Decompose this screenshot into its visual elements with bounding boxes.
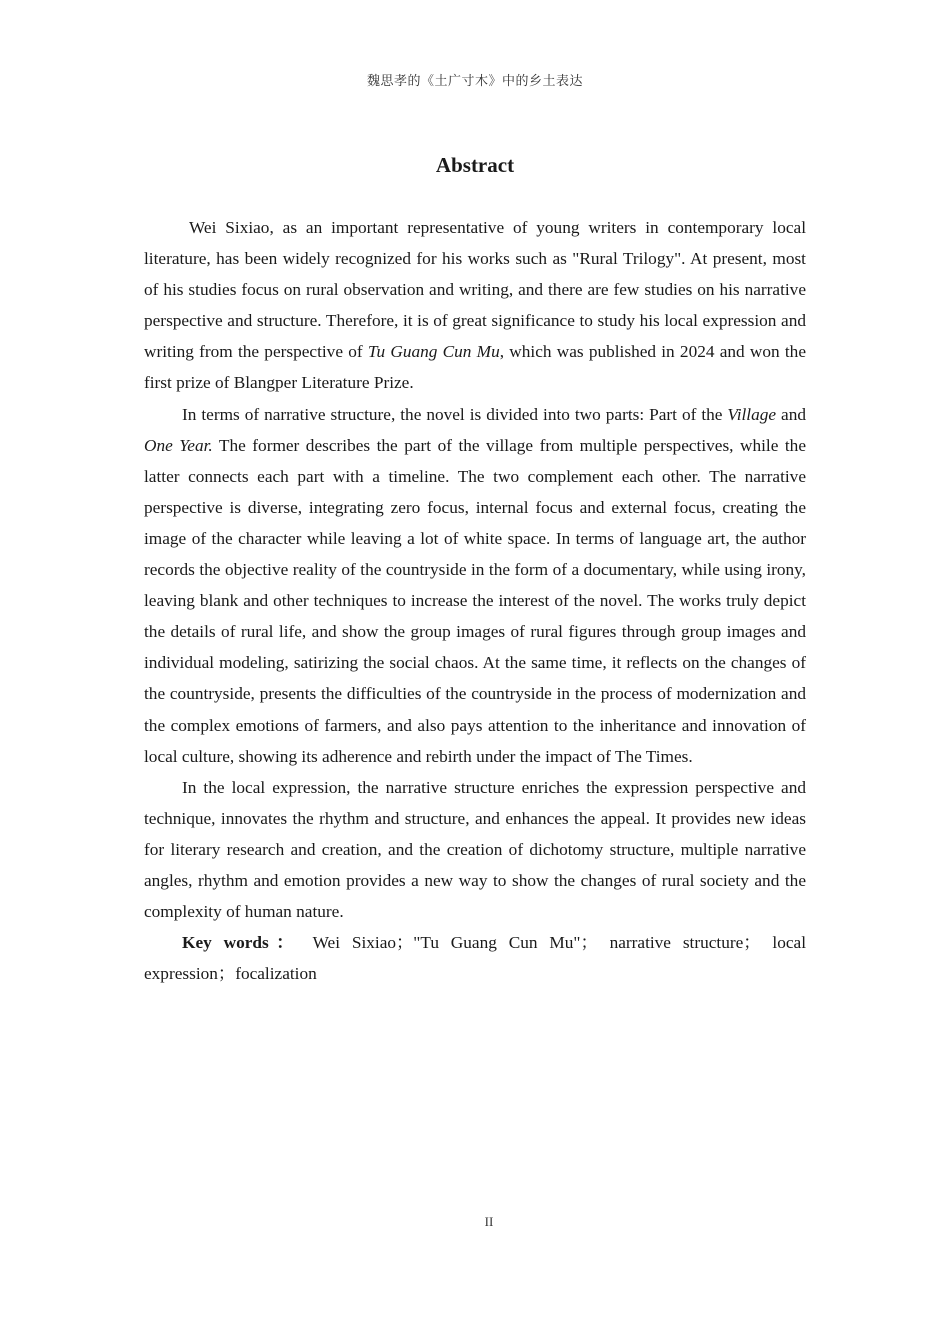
abstract-title: Abstract	[435, 153, 515, 177]
abstract-body	[144, 212, 806, 989]
abstract-paragraph-3: In the local expression, the narrative structure enriches the expression perspective and technique, innovates the rhythm and structure, and enhances the appeal. It provides new ideas for literary research and creation, and the creation of dichotomy structure, multiple narrative angles, rhythm and emotion provides a new way to show the changes of rural society and the complexity of human nature.	[144, 777, 806, 922]
p2-text-after: The former describes the part of the village from multiple perspectives, while the latter connects each part with a timeline. The two complement each other. The narrative perspective is diverse, integrating zero focus, internal focus and external focus, creating the image of the character while leaving a lot of white space. In terms of language art, the author records the objective reality of the countryside in the form of a documentary, while using irony, leaving blank and other techniques to increase the interest of the novel. The works truly depict the details of rural life, and show the group images of rural figures through group images and individual modeling, satirizing the social chaos. At the same time, it reflects on the changes of the countryside, presents the difficulties of the countryside in the process of modernization and the complex emotions of farmers, and also pays attention to the inheritance and innovation of local culture, showing its adherence and rebirth under the impact of The Times.	[144, 435, 806, 766]
page-number: II	[484, 1214, 494, 1229]
keywords-text: Wei Sixiao；"Tu Guang Cun Mu"； narrative structure； local expression；focalization	[144, 933, 807, 984]
keywords-label: Key words：	[182, 933, 302, 953]
running-header: 魏思孝的《土广寸木》中的乡土表达	[366, 74, 583, 89]
p1-text-after: , which was published in 2024 and won the first prize of Blangper Literature Prize.	[144, 342, 806, 393]
part-village-italic: Village	[727, 404, 777, 424]
p1-text-before: Wei Sixiao, as an important representative of young writers in contemporary local literature, has been widely recognized for his works such as "Rural Trilogy". At present, most of his studies focus on rural observation and writing, and there are few studies on his narrative perspective and structure. Therefore, it is of great significance to study his local expression and writing from the perspective of	[144, 218, 806, 362]
p2-text-before: In terms of narrative structure, the novel is divided into two parts: Part of the	[182, 404, 728, 424]
keywords-line	[144, 927, 806, 989]
p2-text-mid: and	[776, 404, 806, 424]
part-one-year-italic: One Year.	[144, 435, 213, 455]
abstract-paragraph-1	[144, 212, 806, 399]
abstract-paragraph-2	[144, 399, 806, 772]
novel-title-italic: Tu Guang Cun Mu	[367, 342, 500, 362]
